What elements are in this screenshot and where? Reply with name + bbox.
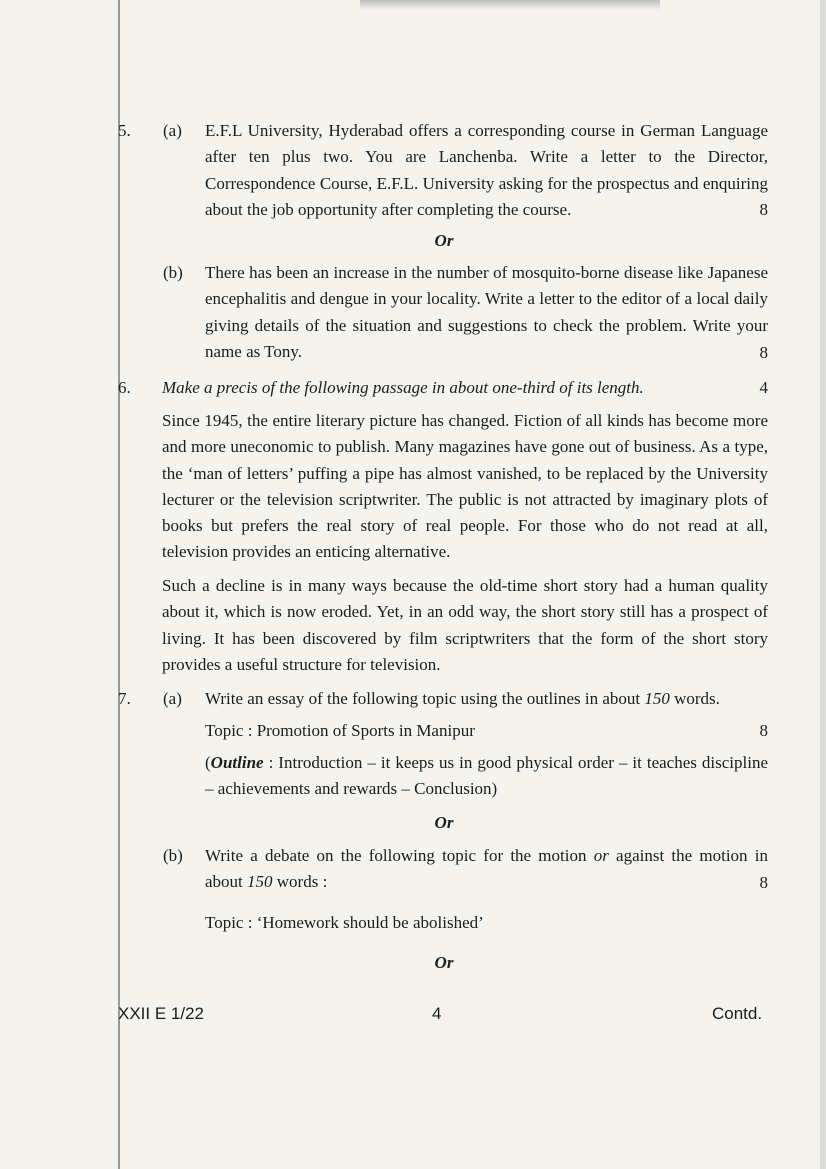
q5b-text: There has been an increase in the number of mosquito-borne disease like Japanese encephalitis and dengue in your locality. Write a letter to the editor of a local daily giving details of the situation and suggestions to check the problem. Write your name as Tony. [205, 263, 768, 361]
q5-or: Or [434, 231, 454, 250]
q7-or-2: Or [434, 953, 454, 972]
q7b-text: Write a debate on the following topic for the motion or against the motion in about 150 words : [205, 846, 768, 892]
q5-number: 5. [118, 121, 131, 140]
q5b-marks: 8 [759, 343, 768, 362]
q7-number: 7. [118, 689, 131, 708]
q5a-label: (a) [163, 121, 182, 140]
q5b-label: (b) [163, 263, 183, 282]
q7b-marks: 8 [759, 873, 768, 892]
page-number: 4 [432, 1004, 442, 1023]
q6-marks: 4 [759, 378, 768, 397]
q7a-text: Write an essay of the following topic using the outlines in about 150 words. [205, 689, 720, 708]
contd-label: Contd. [712, 1004, 763, 1023]
q7a-marks: 8 [759, 721, 768, 740]
q5a-marks: 8 [759, 200, 768, 219]
q7a-label: (a) [163, 689, 182, 708]
q6-instruction: Make a precis of the following passage in about one-third of its length. [162, 378, 644, 397]
q7b-label: (b) [163, 846, 183, 865]
q6-number: 6. [118, 378, 131, 397]
q7a-outline: (Outline : Introduction – it keeps us in good physical order – it teaches discipline – achievements and rewards – Conclusion) [205, 753, 768, 799]
q7-or-1: Or [434, 813, 454, 832]
q7a-topic: Topic : Promotion of Sports in Manipur [205, 721, 475, 740]
q5a-text: E.F.L University, Hyderabad offers a corresponding course in German Language after ten plus two. You are Lanchenba. Write a letter to the Director, Correspondence Course, E.F.L. University asking for the prospectus and enquiring about the job opportunity after completing the course. [205, 121, 768, 219]
paper-code: XXII E 1/22 [118, 1004, 204, 1023]
q6-passage-para1: Since 1945, the entire literary picture has changed. Fiction of all kinds has become more and more uneconomic to publish. Many magazines have gone out of business. As a type, the ‘man of letters’ puffing a pipe has almost vanished, to be replaced by the University lecturer or the television scriptwriter. The public is not attracted by imaginary plots of books but prefers the real story of real people. For those who do not read at all, television provides an enticing alternative. [162, 411, 768, 562]
q6-passage-para2: Such a decline is in many ways because the old-time short story had a human quality about it, which is now eroded. Yet, in an odd way, the short story still has a prospect of living. It has been discovered by film scriptwriters that the form of the short story provides a useful structure for television. [162, 576, 768, 674]
q7b-topic: Topic : ‘Homework should be abolished’ [205, 913, 484, 932]
